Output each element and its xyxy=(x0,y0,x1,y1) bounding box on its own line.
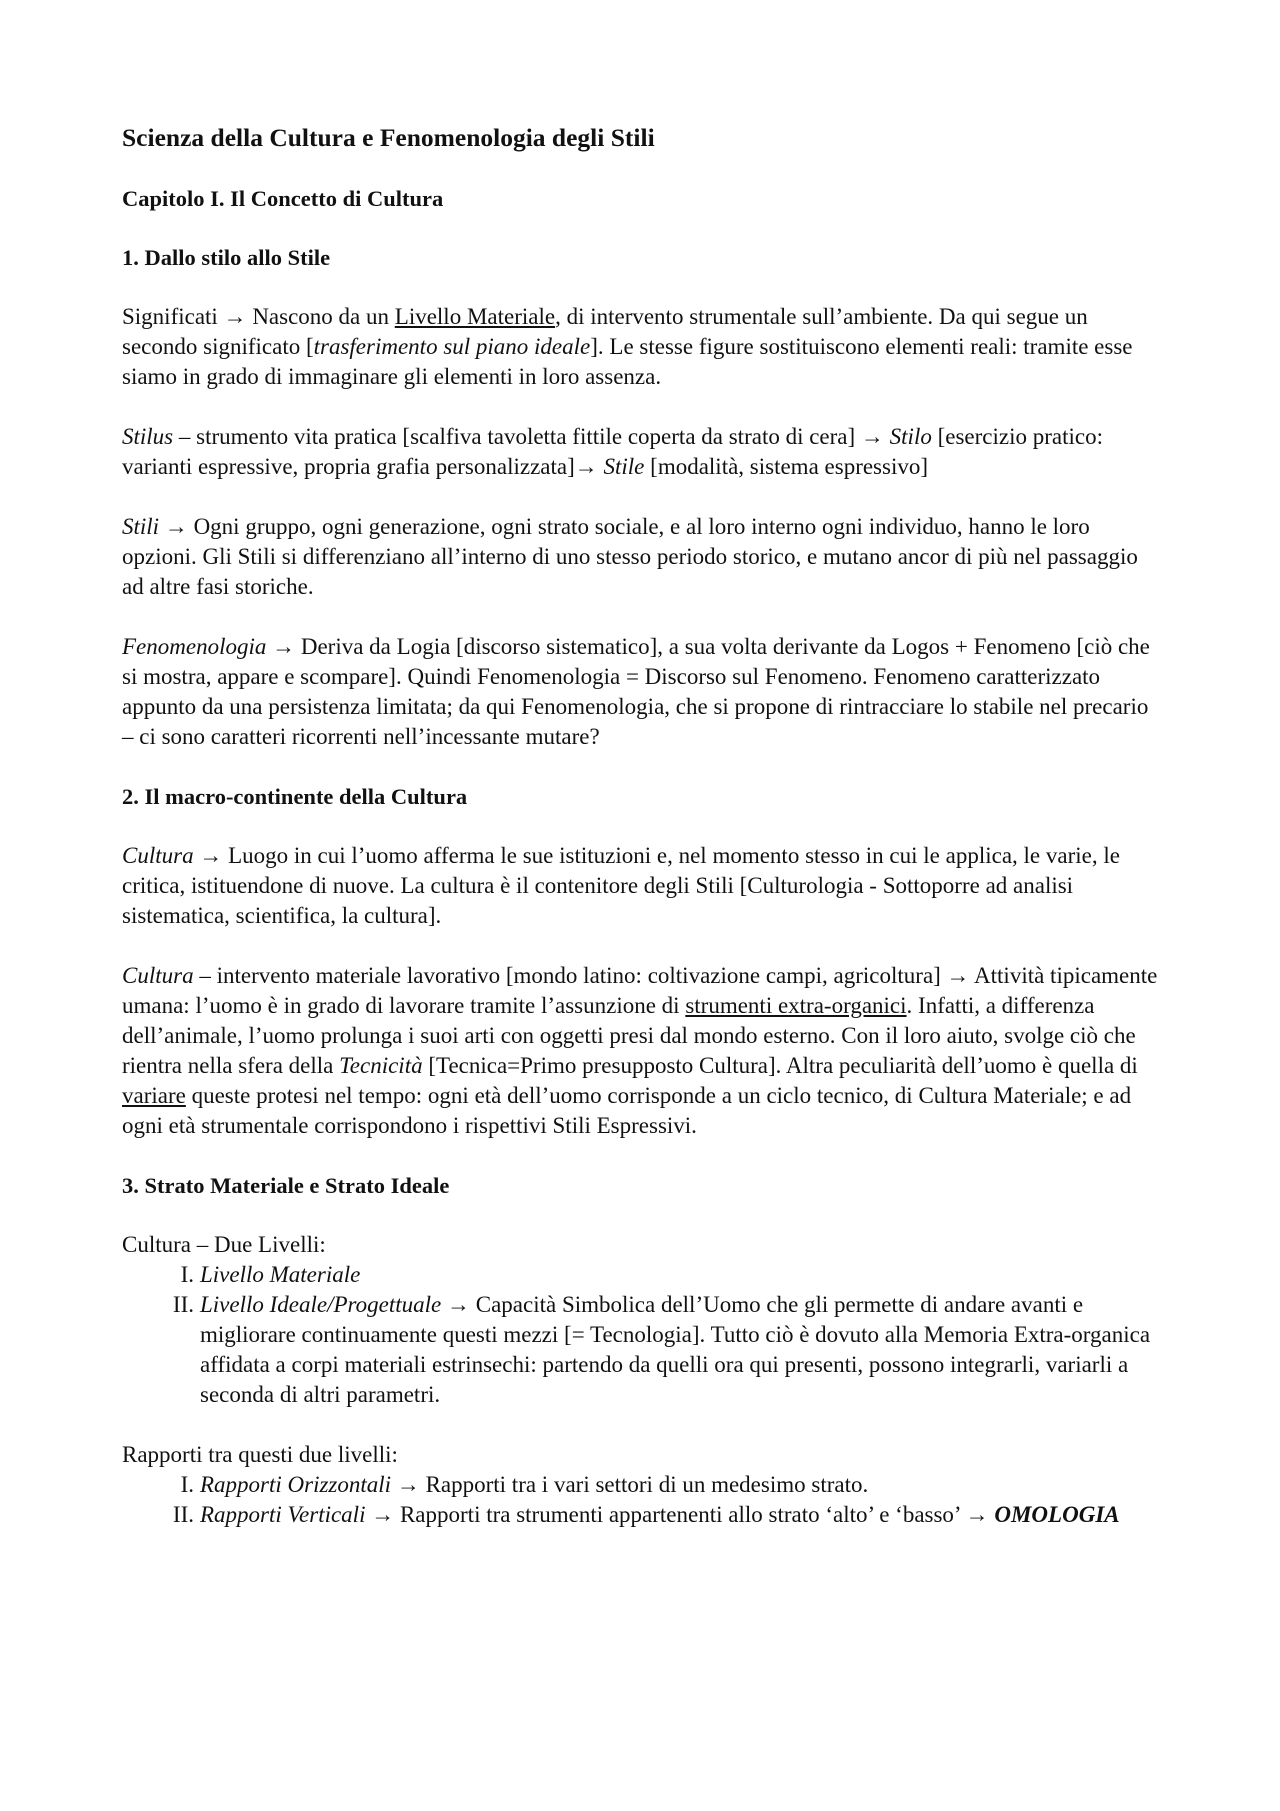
underlined-term: variare xyxy=(122,1083,186,1108)
paragraph-cultura-luogo xyxy=(122,841,1160,931)
paragraph-stilus xyxy=(122,422,1160,482)
text-run: – intervento materiale lavorativo [mondo latino: coltivazione campi, agricoltura] → Attività tipicamente umana: l’uomo è in grado di lavorare tramite l’assunzione di xyxy=(122,963,1158,1018)
text-run: → Rapporti tra i vari settori di un medesimo strato. xyxy=(391,1472,869,1497)
italic-term: Livello Ideale/Progettuale xyxy=(200,1292,442,1317)
italic-term: Rapporti Orizzontali xyxy=(200,1472,392,1497)
list-livelli xyxy=(122,1260,1160,1410)
list-number: I. xyxy=(180,1472,194,1497)
italic-term: Stile xyxy=(603,454,645,479)
text-run: [Tecnica=Primo presupposto Cultura]. Altra peculiarità dell’uomo è quella di xyxy=(422,1053,1138,1078)
underlined-term: strumenti extra-organici xyxy=(685,993,907,1018)
list-item xyxy=(122,1260,1160,1290)
italic-term: Cultura xyxy=(122,843,194,868)
text-run: → Deriva da Logia [discorso sistematico], a sua volta derivante da Logos + Fenomeno [ciò che si mostra, appare e scompare]. Quindi Fenomenologia = Discorso sul Fenomeno. Fenomeno caratterizzato appunto da una persistenza limitata; da qui Fenomenologia, che si propone di rintracciare lo stabile nel precario – ci sono caratteri ricorrenti nell’incessante mutare? xyxy=(122,634,1150,749)
list-intro-rapporti: Rapporti tra questi due livelli: xyxy=(122,1442,398,1467)
text-run: [modalità, sistema espressivo] xyxy=(644,454,929,479)
text-run: [esercizio pratico: varianti espressive, propria grafia personalizzata]→ xyxy=(122,424,1103,479)
section-heading-1: 1. Dallo stilo allo Stile xyxy=(122,245,331,270)
bold-italic-term: OMOLOGIA xyxy=(994,1502,1120,1527)
italic-term: trasferimento sul piano ideale xyxy=(313,334,591,359)
list-number: II. xyxy=(172,1292,194,1317)
list-number: I. xyxy=(180,1262,194,1287)
document-title: Scienza della Cultura e Fenomenologia degli Stili xyxy=(122,123,655,152)
paragraph-stili xyxy=(122,512,1160,602)
text-run: → Rapporti tra strumenti appartenenti allo strato ‘alto’ e ‘basso’ → xyxy=(365,1502,995,1527)
italic-term: Cultura xyxy=(122,963,194,988)
italic-term: Livello Materiale xyxy=(200,1262,361,1287)
chapter-heading: Capitolo I. Il Concetto di Cultura xyxy=(122,186,444,211)
text-run: – strumento vita pratica [scalfiva tavoletta fittile coperta da strato di cera] → xyxy=(173,424,890,449)
paragraph-significati xyxy=(122,302,1160,392)
italic-term: Stilus xyxy=(122,424,174,449)
text-run: . Infatti, a differenza dell’animale, l’uomo prolunga i suoi arti con oggetti presi dal mondo esterno. Con il loro aiuto, svolge ciò che rientra nella sfera della xyxy=(122,993,1136,1078)
text-run: ]. Le stesse figure sostituiscono elementi reali: tramite esse siamo in grado di immaginare gli elementi in loro assenza. xyxy=(122,334,1133,389)
section-heading-2: 2. Il macro-continente della Cultura xyxy=(122,784,468,809)
italic-term: Stili xyxy=(122,514,160,539)
text-run: → Luogo in cui l’uomo afferma le sue istituzioni e, nel momento stesso in cui le applica, le varie, le critica, istituendone di nuove. La cultura è il contenitore degli Stili [Culturologia - Sottoporre ad analisi sistematica, scientifica, la cultura]. xyxy=(122,843,1120,928)
list-intro-livelli: Cultura – Due Livelli: xyxy=(122,1232,326,1257)
list-number: II. xyxy=(172,1502,194,1527)
italic-term: Rapporti Verticali xyxy=(200,1502,366,1527)
text-run: queste protesi nel tempo: ogni età dell’uomo corrisponde a un ciclo tecnico, di Cultura Materiale; e ad ogni età strumentale corrispondono i rispettivi Stili Espressivi. xyxy=(122,1083,1132,1138)
text-run: Significati → Nascono da un xyxy=(122,304,395,329)
section-heading-3: 3. Strato Materiale e Strato Ideale xyxy=(122,1173,450,1198)
paragraph-fenomenologia xyxy=(122,632,1160,752)
list-item xyxy=(122,1500,1160,1530)
underlined-term: Livello Materiale xyxy=(394,304,556,329)
list-item xyxy=(122,1470,1160,1500)
list-rapporti xyxy=(122,1470,1160,1530)
italic-term: Fenomenologia xyxy=(122,634,267,659)
italic-term: Tecnicità xyxy=(339,1053,423,1078)
paragraph-cultura-intervento xyxy=(122,961,1160,1141)
list-item xyxy=(122,1290,1160,1410)
text-run: → Capacità Simbolica dell’Uomo che gli permette di andare avanti e migliorare continuamente questi mezzi [= Tecnologia]. Tutto ciò è dovuto alla Memoria Extra-organica affidata a corpi materiali estrinsechi: partendo da quelli ora qui presenti, possono integrarli, variarli a seconda di altri parametri. xyxy=(200,1292,1151,1407)
text-run: → Ogni gruppo, ogni generazione, ogni strato sociale, e al loro interno ogni individuo, hanno le loro opzioni. Gli Stili si differenziano all’interno di uno stesso periodo storico, e mutano ancor di più nel passaggio ad altre fasi storiche. xyxy=(122,514,1138,599)
italic-term: Stilo xyxy=(889,424,932,449)
text-run: , di intervento strumentale sull’ambiente. Da qui segue un secondo significato [ xyxy=(122,304,1088,359)
